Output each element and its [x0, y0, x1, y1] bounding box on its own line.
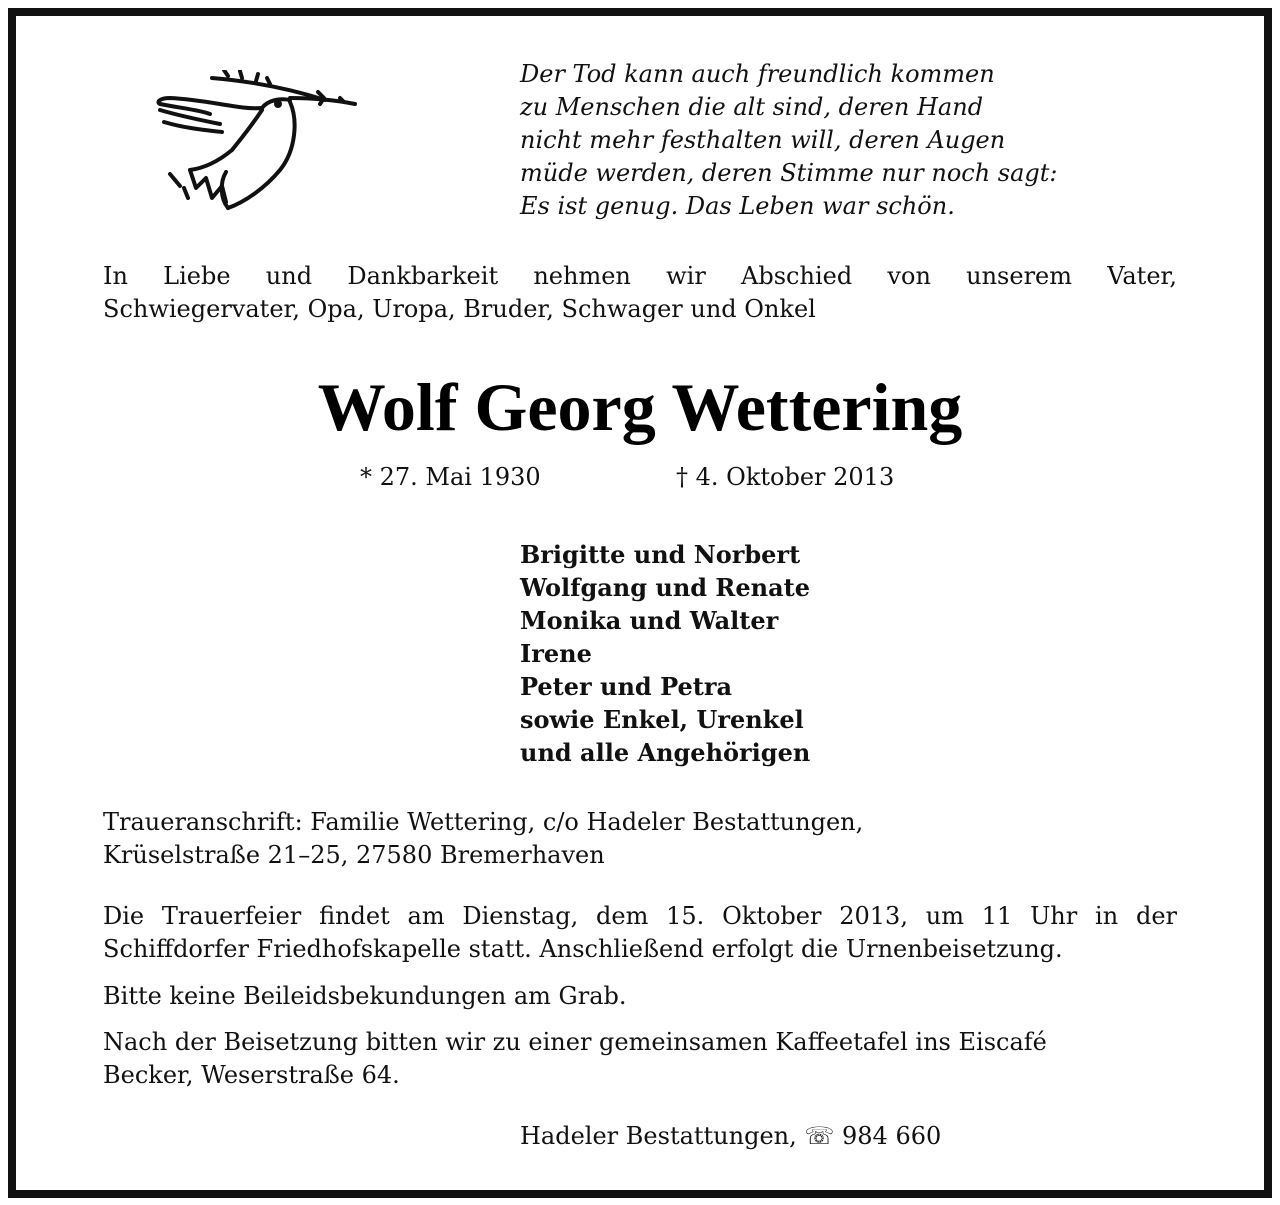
ceremony-line: Die Trauerfeier findet am Dienstag, dem 15. Oktober 2013, um 11 Uhr in der — [103, 902, 1177, 930]
mourning-address — [103, 806, 1177, 872]
mourner-item: Peter und Petra — [520, 672, 733, 701]
intro-line: Schwiegervater, Opa, Uropa, Bruder, Schwager und Onkel — [103, 295, 816, 323]
poem-verse — [520, 58, 1058, 223]
ceremony-info — [103, 900, 1177, 966]
death-date: † 4. Oktober 2013 — [676, 463, 895, 491]
ceremony-line: Schiffdorfer Friedhofskapelle statt. Anschließend erfolgt die Urnenbeisetzung. — [103, 935, 1063, 963]
coffee-line: Becker, Weserstraße 64. — [103, 1061, 400, 1089]
dove-with-olive-branch-icon — [150, 70, 360, 215]
address-line: Traueranschrift: Familie Wettering, c/o Hadeler Bestattungen, — [103, 808, 864, 836]
poem-line: Es ist genug. Das Leben war schön. — [520, 192, 955, 220]
intro-text — [103, 260, 1177, 326]
mourner-item: Irene — [520, 639, 592, 668]
mourner-item: sowie Enkel, Urenkel — [520, 705, 804, 734]
poem-line: zu Menschen die alt sind, deren Hand — [520, 93, 984, 121]
intro-line: In Liebe und Dankbarkeit nehmen wir Abschied von unserem Vater, — [103, 262, 1177, 290]
coffee-invitation — [103, 1026, 1177, 1092]
mourner-item: Monika und Walter — [520, 606, 779, 635]
mourner-item: Wolfgang und Renate — [520, 573, 810, 602]
mourner-item: und alle Angehörigen — [520, 738, 811, 767]
mourner-item: Brigitte und Norbert — [520, 540, 801, 569]
funeral-home-contact: Hadeler Bestattungen, ☏ 984 660 — [520, 1122, 942, 1150]
mourners-list — [520, 538, 810, 769]
condolence-request: Bitte keine Beileidsbekundungen am Grab. — [103, 982, 627, 1010]
birth-date: * 27. Mai 1930 — [360, 463, 541, 491]
poem-line: nicht mehr festhalten will, deren Augen — [520, 126, 1006, 154]
address-line: Krüselstraße 21–25, 27580 Bremerhaven — [103, 841, 605, 869]
deceased-name: Wolf Georg Wettering — [317, 369, 963, 445]
poem-line: Der Tod kann auch freundlich kommen — [520, 60, 995, 88]
poem-line: müde werden, deren Stimme nur noch sagt: — [520, 159, 1058, 187]
coffee-line: Nach der Beisetzung bitten wir zu einer gemeinsamen Kaffeetafel ins Eiscafé — [103, 1028, 1047, 1056]
